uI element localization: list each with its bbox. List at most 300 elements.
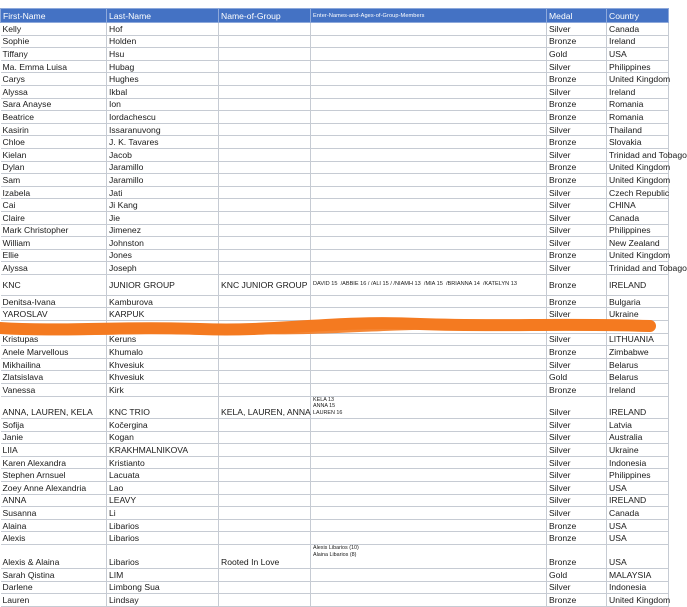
cell-country[interactable]: Zimbabwe [607, 346, 669, 359]
cell-group-name[interactable] [219, 568, 311, 581]
cell-last-name[interactable]: Libarios [107, 532, 219, 545]
cell-medal[interactable]: Bronze [547, 35, 607, 48]
cell-country[interactable]: Indonesia [607, 581, 669, 594]
cell-medal[interactable]: Silver [547, 148, 607, 161]
table-row [1, 262, 669, 275]
cell-first-name[interactable]: Lauren [1, 594, 107, 607]
cell-country[interactable]: Belarus [607, 371, 669, 384]
cell-group-name[interactable] [219, 431, 311, 444]
cell-medal[interactable]: Silver [547, 396, 607, 418]
cell-group-members[interactable] [311, 98, 547, 111]
table-row [1, 396, 669, 418]
cell-country[interactable]: Thailand [607, 123, 669, 136]
cell-country[interactable]: United Kingdom [607, 174, 669, 187]
cell-medal[interactable]: Silver [547, 469, 607, 482]
cell-last-name[interactable]: Kamburova [107, 295, 219, 308]
cell-group-members[interactable] [311, 262, 547, 275]
cell-group-name[interactable] [219, 321, 311, 334]
cell-first-name[interactable]: KNC [1, 274, 107, 295]
cell-last-name[interactable]: Jaramillo [107, 174, 219, 187]
table-row [1, 346, 669, 359]
cell-group-name[interactable] [219, 224, 311, 237]
cell-last-name[interactable]: LIM [107, 568, 219, 581]
cell-last-name[interactable]: Jati [107, 186, 219, 199]
cell-last-name[interactable]: Hsu [107, 48, 219, 61]
cell-last-name[interactable]: Khumalo [107, 346, 219, 359]
cell-first-name[interactable]: Darlene [1, 581, 107, 594]
cell-first-name[interactable]: Alaina [1, 519, 107, 532]
cell-country[interactable] [607, 321, 669, 334]
cell-group-members[interactable] [311, 85, 547, 98]
cell-first-name[interactable]: Sarah Qistina [1, 568, 107, 581]
cell-country[interactable]: Bulgaria [607, 295, 669, 308]
table-row [1, 333, 669, 346]
cell-last-name[interactable]: Lao [107, 481, 219, 494]
cell-first-name[interactable]: Chloe [1, 136, 107, 149]
cell-group-members[interactable] [311, 111, 547, 124]
cell-first-name[interactable]: ANNA [1, 494, 107, 507]
cell-medal[interactable]: Silver [547, 224, 607, 237]
table-row [1, 73, 669, 86]
cell-last-name[interactable]: KAYE [107, 321, 219, 334]
cell-medal[interactable]: Bronze [547, 295, 607, 308]
cell-group-members[interactable] [311, 308, 547, 321]
cell-country[interactable]: IRELAND [607, 494, 669, 507]
cell-first-name[interactable]: Alexis & Alaina [1, 544, 107, 568]
cell-group-members[interactable] [311, 568, 547, 581]
cell-country[interactable]: USA [607, 519, 669, 532]
cell-group-members[interactable] [311, 23, 547, 36]
cell-medal[interactable]: Bronze [547, 274, 607, 295]
cell-group-name[interactable] [219, 333, 311, 346]
table-row [1, 148, 669, 161]
cell-last-name[interactable]: Keruns [107, 333, 219, 346]
table-row [1, 494, 669, 507]
cell-medal[interactable]: Silver [547, 444, 607, 457]
cell-medal[interactable]: Silver [547, 123, 607, 136]
cell-country[interactable]: LITHUANIA [607, 333, 669, 346]
cell-last-name[interactable]: JUNIOR GROUP [107, 274, 219, 295]
cell-group-name[interactable] [219, 262, 311, 275]
cell-medal[interactable]: Silver [547, 60, 607, 73]
cell-medal[interactable]: Bronze [547, 594, 607, 607]
cell-group-members[interactable] [311, 199, 547, 212]
cell-last-name[interactable]: Kogan [107, 431, 219, 444]
cell-medal[interactable]: Silver [547, 308, 607, 321]
cell-last-name[interactable]: Holden [107, 35, 219, 48]
cell-last-name[interactable]: Jimenez [107, 224, 219, 237]
cell-country[interactable]: Canada [607, 23, 669, 36]
cell-last-name[interactable]: KNC TRIO [107, 396, 219, 418]
cell-first-name[interactable]: Kristupas [1, 333, 107, 346]
cell-group-name[interactable] [219, 507, 311, 520]
cell-group-members[interactable] [311, 581, 547, 594]
cell-country[interactable]: Australia [607, 431, 669, 444]
cell-last-name[interactable]: Lacuata [107, 469, 219, 482]
cell-medal[interactable]: Silver [547, 262, 607, 275]
cell-country[interactable]: Ukraine [607, 444, 669, 457]
cell-country[interactable]: Philippines [607, 224, 669, 237]
cell-medal[interactable]: Bronze [547, 532, 607, 545]
cell-last-name[interactable]: Issaranuvong [107, 123, 219, 136]
cell-group-name[interactable] [219, 481, 311, 494]
cell-medal[interactable]: Silver [547, 358, 607, 371]
cell-last-name[interactable]: Jie [107, 211, 219, 224]
cell-first-name[interactable]: Zoey Anne Alexandria [1, 481, 107, 494]
cell-country[interactable]: Trinidad and Tobago [607, 262, 669, 275]
cell-medal[interactable]: Silver [547, 23, 607, 36]
cell-group-members[interactable]: DAVID 15 /ABBIE 16 / /ALI 15 / /NIAMH 13 /MIA 15 /BRIANNA 14 /KATELYN 13 [311, 274, 547, 295]
cell-group-name[interactable] [219, 419, 311, 432]
cell-first-name[interactable]: Sofija [1, 419, 107, 432]
table-row [1, 237, 669, 250]
cell-group-name[interactable] [219, 35, 311, 48]
cell-first-name[interactable]: Kasirin [1, 123, 107, 136]
cell-country[interactable]: USA [607, 48, 669, 61]
table-row [1, 419, 669, 432]
cell-first-name[interactable]: Sam [1, 174, 107, 187]
table-body [1, 23, 687, 607]
cell-first-name[interactable]: Claire [1, 211, 107, 224]
cell-group-members[interactable] [311, 346, 547, 359]
cell-group-name[interactable] [219, 85, 311, 98]
cell-group-members[interactable] [311, 321, 547, 334]
table-row [1, 431, 669, 444]
cell-first-name[interactable]: Susanna [1, 507, 107, 520]
cell-group-name[interactable] [219, 23, 311, 36]
cell-medal[interactable]: Silver [547, 333, 607, 346]
cell-group-members[interactable] [311, 358, 547, 371]
cell-country[interactable]: New Zealand [607, 237, 669, 250]
cell-first-name[interactable] [1, 321, 107, 334]
cell-country[interactable]: Ukraine [607, 308, 669, 321]
table-row [1, 444, 669, 457]
cell-group-members[interactable] [311, 481, 547, 494]
header-name-of-group[interactable]: Name-of-Group [219, 9, 311, 23]
cell-medal[interactable]: Bronze [547, 111, 607, 124]
cell-group-name[interactable] [219, 237, 311, 250]
cell-group-name[interactable] [219, 161, 311, 174]
cell-medal[interactable]: Silver [547, 237, 607, 250]
cell-medal[interactable]: Silver [547, 494, 607, 507]
cell-first-name[interactable]: Denitsa-Ivana [1, 295, 107, 308]
table-row [1, 48, 669, 61]
table-row [1, 481, 669, 494]
cell-medal[interactable]: Silver [547, 481, 607, 494]
cell-last-name[interactable]: Iordachescu [107, 111, 219, 124]
cell-group-name[interactable] [219, 136, 311, 149]
cell-first-name[interactable]: Sophie [1, 35, 107, 48]
cell-first-name[interactable]: Zlatsislava [1, 371, 107, 384]
cell-country[interactable]: MALAYSIA [607, 568, 669, 581]
cell-country[interactable]: Romania [607, 98, 669, 111]
table-row [1, 186, 669, 199]
cell-group-members[interactable] [311, 519, 547, 532]
cell-last-name[interactable]: Johnston [107, 237, 219, 250]
cell-group-members[interactable] [311, 161, 547, 174]
cell-last-name[interactable]: Hof [107, 23, 219, 36]
cell-group-members[interactable]: Alexis Libarios (10) Alaina Libarios (8) [311, 544, 547, 568]
cell-medal[interactable] [547, 321, 607, 334]
cell-group-members[interactable] [311, 469, 547, 482]
cell-first-name[interactable]: Alyssa [1, 262, 107, 275]
header-group-members[interactable]: Enter-Names-and-Ages-of-Group-Members [311, 9, 547, 23]
cell-country[interactable]: Latvia [607, 419, 669, 432]
cell-group-members[interactable] [311, 295, 547, 308]
cell-country[interactable]: Czech Republic [607, 186, 669, 199]
cell-last-name[interactable]: Limbong Sua [107, 581, 219, 594]
cell-medal[interactable]: Bronze [547, 73, 607, 86]
cell-first-name[interactable]: Dylan [1, 161, 107, 174]
cell-medal[interactable]: Silver [547, 186, 607, 199]
cell-medal[interactable]: Bronze [547, 98, 607, 111]
cell-first-name[interactable]: Vanessa [1, 384, 107, 397]
cell-country[interactable]: Canada [607, 507, 669, 520]
cell-first-name[interactable]: Anele Marvellous [1, 346, 107, 359]
cell-medal[interactable]: Silver [547, 431, 607, 444]
table-row [1, 161, 669, 174]
cell-group-name[interactable] [219, 594, 311, 607]
cell-group-name[interactable] [219, 174, 311, 187]
cell-group-name[interactable] [219, 199, 311, 212]
cell-last-name[interactable]: Jones [107, 249, 219, 262]
cell-group-members[interactable] [311, 333, 547, 346]
cell-first-name[interactable]: Stephen Arnsuel [1, 469, 107, 482]
cell-group-name[interactable]: KELA, LAUREN, ANNA [219, 396, 311, 418]
cell-medal[interactable]: Bronze [547, 249, 607, 262]
table-row [1, 136, 669, 149]
cell-medal[interactable]: Silver [547, 581, 607, 594]
cell-group-name[interactable] [219, 444, 311, 457]
cell-last-name[interactable]: KRAKHMALNIKOVA [107, 444, 219, 457]
cell-last-name[interactable]: Libarios [107, 544, 219, 568]
cell-medal[interactable]: Bronze [547, 174, 607, 187]
cell-group-members[interactable] [311, 532, 547, 545]
cell-first-name[interactable]: William [1, 237, 107, 250]
cell-first-name[interactable]: Sara Anayse [1, 98, 107, 111]
cell-first-name[interactable]: Izabela [1, 186, 107, 199]
cell-group-members[interactable]: KELA 13 ANNA 15 LAUREN 16 [311, 396, 547, 418]
cell-first-name[interactable]: Beatrice [1, 111, 107, 124]
cell-first-name[interactable]: Mikhailina [1, 358, 107, 371]
cell-first-name[interactable]: Ellie [1, 249, 107, 262]
cell-group-name[interactable] [219, 371, 311, 384]
cell-medal[interactable]: Silver [547, 199, 607, 212]
cell-group-members[interactable] [311, 419, 547, 432]
table-row [1, 581, 669, 594]
header-first-name[interactable]: First-Name [1, 9, 107, 23]
cell-medal[interactable]: Bronze [547, 544, 607, 568]
cell-last-name[interactable]: Libarios [107, 519, 219, 532]
cell-country[interactable]: CHINA [607, 199, 669, 212]
table-row [1, 308, 669, 321]
cell-country[interactable]: IRELAND [607, 396, 669, 418]
cell-group-name[interactable] [219, 581, 311, 594]
header-last-name[interactable]: Last-Name [107, 9, 219, 23]
cell-group-members[interactable] [311, 444, 547, 457]
cell-country[interactable]: Ireland [607, 384, 669, 397]
cell-group-name[interactable] [219, 456, 311, 469]
cell-last-name[interactable]: KARPUK [107, 308, 219, 321]
cell-group-name[interactable] [219, 60, 311, 73]
cell-medal[interactable]: Bronze [547, 346, 607, 359]
cell-first-name[interactable]: Mark Christopher [1, 224, 107, 237]
table-row [1, 60, 669, 73]
cell-last-name[interactable]: Kočergina [107, 419, 219, 432]
cell-country[interactable]: Canada [607, 211, 669, 224]
cell-country[interactable]: Philippines [607, 60, 669, 73]
cell-group-members[interactable] [311, 384, 547, 397]
cell-last-name[interactable]: Khvesiuk [107, 371, 219, 384]
cell-group-members[interactable] [311, 60, 547, 73]
cell-group-name[interactable] [219, 346, 311, 359]
cell-country[interactable]: United Kingdom [607, 594, 669, 607]
cell-medal[interactable]: Bronze [547, 161, 607, 174]
cell-group-name[interactable] [219, 519, 311, 532]
table-row [1, 224, 669, 237]
cell-group-name[interactable] [219, 148, 311, 161]
cell-country[interactable]: USA [607, 544, 669, 568]
cell-last-name[interactable]: Ikbal [107, 85, 219, 98]
cell-group-name[interactable] [219, 469, 311, 482]
header-medal[interactable]: Medal [547, 9, 607, 23]
cell-last-name[interactable]: Kirk [107, 384, 219, 397]
cell-group-name[interactable] [219, 384, 311, 397]
cell-medal[interactable]: Bronze [547, 136, 607, 149]
cell-group-members[interactable] [311, 174, 547, 187]
cell-group-name[interactable] [219, 211, 311, 224]
cell-group-name[interactable] [219, 494, 311, 507]
cell-last-name[interactable]: Kristianto [107, 456, 219, 469]
cell-medal[interactable]: Gold [547, 371, 607, 384]
cell-first-name[interactable]: Carys [1, 73, 107, 86]
cell-medal[interactable]: Bronze [547, 519, 607, 532]
cell-group-members[interactable] [311, 456, 547, 469]
cell-group-name[interactable]: Rooted In Love [219, 544, 311, 568]
cell-country[interactable]: USA [607, 481, 669, 494]
cell-group-members[interactable] [311, 73, 547, 86]
cell-group-members[interactable] [311, 48, 547, 61]
cell-first-name[interactable]: Tiffany [1, 48, 107, 61]
table-row [1, 384, 669, 397]
cell-country[interactable]: United Kingdom [607, 73, 669, 86]
cell-last-name[interactable]: Lindsay [107, 594, 219, 607]
cell-group-name[interactable]: KNC JUNIOR GROUP [219, 274, 311, 295]
cell-first-name[interactable]: Cai [1, 199, 107, 212]
cell-first-name[interactable]: YAROSLAV [1, 308, 107, 321]
cell-medal[interactable]: Silver [547, 456, 607, 469]
cell-medal[interactable]: Silver [547, 85, 607, 98]
cell-medal[interactable]: Silver [547, 211, 607, 224]
cell-group-members[interactable] [311, 371, 547, 384]
cell-group-name[interactable] [219, 73, 311, 86]
cell-last-name[interactable]: Jaramillo [107, 161, 219, 174]
cell-country[interactable]: Ireland [607, 35, 669, 48]
cell-group-members[interactable] [311, 148, 547, 161]
cell-last-name[interactable]: Ji Kang [107, 199, 219, 212]
cell-group-members[interactable] [311, 186, 547, 199]
header-country[interactable]: Country [607, 9, 669, 23]
cell-medal[interactable]: Gold [547, 48, 607, 61]
cell-group-members[interactable] [311, 211, 547, 224]
cell-group-name[interactable] [219, 249, 311, 262]
table-row [1, 519, 669, 532]
table-row [1, 23, 669, 36]
cell-last-name[interactable]: LEAVY [107, 494, 219, 507]
cell-last-name[interactable]: Khvesiuk [107, 358, 219, 371]
cell-first-name[interactable]: ANNA, LAUREN, KELA [1, 396, 107, 418]
cell-last-name[interactable]: Jacob [107, 148, 219, 161]
table-row [1, 111, 669, 124]
table-row [1, 532, 669, 545]
cell-first-name[interactable]: Kielan [1, 148, 107, 161]
table-row [1, 295, 669, 308]
cell-first-name[interactable]: Alyssa [1, 85, 107, 98]
cell-first-name[interactable]: Kelly [1, 23, 107, 36]
cell-last-name[interactable]: Hubag [107, 60, 219, 73]
cell-group-members[interactable] [311, 507, 547, 520]
cell-first-name[interactable]: Ma. Emma Luisa [1, 60, 107, 73]
cell-country[interactable]: Trinidad and Tobago [607, 148, 669, 161]
cell-group-name[interactable] [219, 295, 311, 308]
cell-last-name[interactable]: Joseph [107, 262, 219, 275]
cell-group-name[interactable] [219, 308, 311, 321]
cell-group-name[interactable] [219, 532, 311, 545]
cell-country[interactable]: Philippines [607, 469, 669, 482]
cell-country[interactable]: United Kingdom [607, 161, 669, 174]
cell-last-name[interactable]: Ion [107, 98, 219, 111]
cell-country[interactable]: Ireland [607, 85, 669, 98]
cell-country[interactable]: Romania [607, 111, 669, 124]
cell-first-name[interactable]: LIIA [1, 444, 107, 457]
cell-last-name[interactable]: J. K. Tavares [107, 136, 219, 149]
cell-last-name[interactable]: Hughes [107, 73, 219, 86]
cell-group-members[interactable] [311, 431, 547, 444]
cell-country[interactable]: Belarus [607, 358, 669, 371]
cell-first-name[interactable]: Janie [1, 431, 107, 444]
cell-medal[interactable]: Silver [547, 419, 607, 432]
cell-first-name[interactable]: Alexis [1, 532, 107, 545]
cell-group-name[interactable] [219, 358, 311, 371]
table-row [1, 199, 669, 212]
cell-medal[interactable]: Gold [547, 568, 607, 581]
table-row [1, 358, 669, 371]
cell-medal[interactable]: Silver [547, 507, 607, 520]
cell-group-members[interactable] [311, 123, 547, 136]
cell-first-name[interactable]: Karen Alexandra [1, 456, 107, 469]
cell-group-members[interactable] [311, 136, 547, 149]
cell-group-name[interactable] [219, 123, 311, 136]
cell-country[interactable]: United Kingdom [607, 249, 669, 262]
cell-country[interactable]: Indonesia [607, 456, 669, 469]
cell-country[interactable]: USA [607, 532, 669, 545]
cell-group-members[interactable] [311, 224, 547, 237]
cell-last-name[interactable]: Li [107, 507, 219, 520]
cell-country[interactable]: IRELAND [607, 274, 669, 295]
cell-group-members[interactable] [311, 494, 547, 507]
cell-group-members[interactable] [311, 237, 547, 250]
cell-group-name[interactable] [219, 186, 311, 199]
cell-medal[interactable]: Bronze [547, 384, 607, 397]
cell-group-members[interactable] [311, 35, 547, 48]
cell-group-members[interactable] [311, 594, 547, 607]
cell-group-name[interactable] [219, 98, 311, 111]
cell-group-members[interactable] [311, 249, 547, 262]
cell-country[interactable]: Slovakia [607, 136, 669, 149]
table-row [1, 98, 669, 111]
cell-group-name[interactable] [219, 111, 311, 124]
cell-group-name[interactable] [219, 48, 311, 61]
